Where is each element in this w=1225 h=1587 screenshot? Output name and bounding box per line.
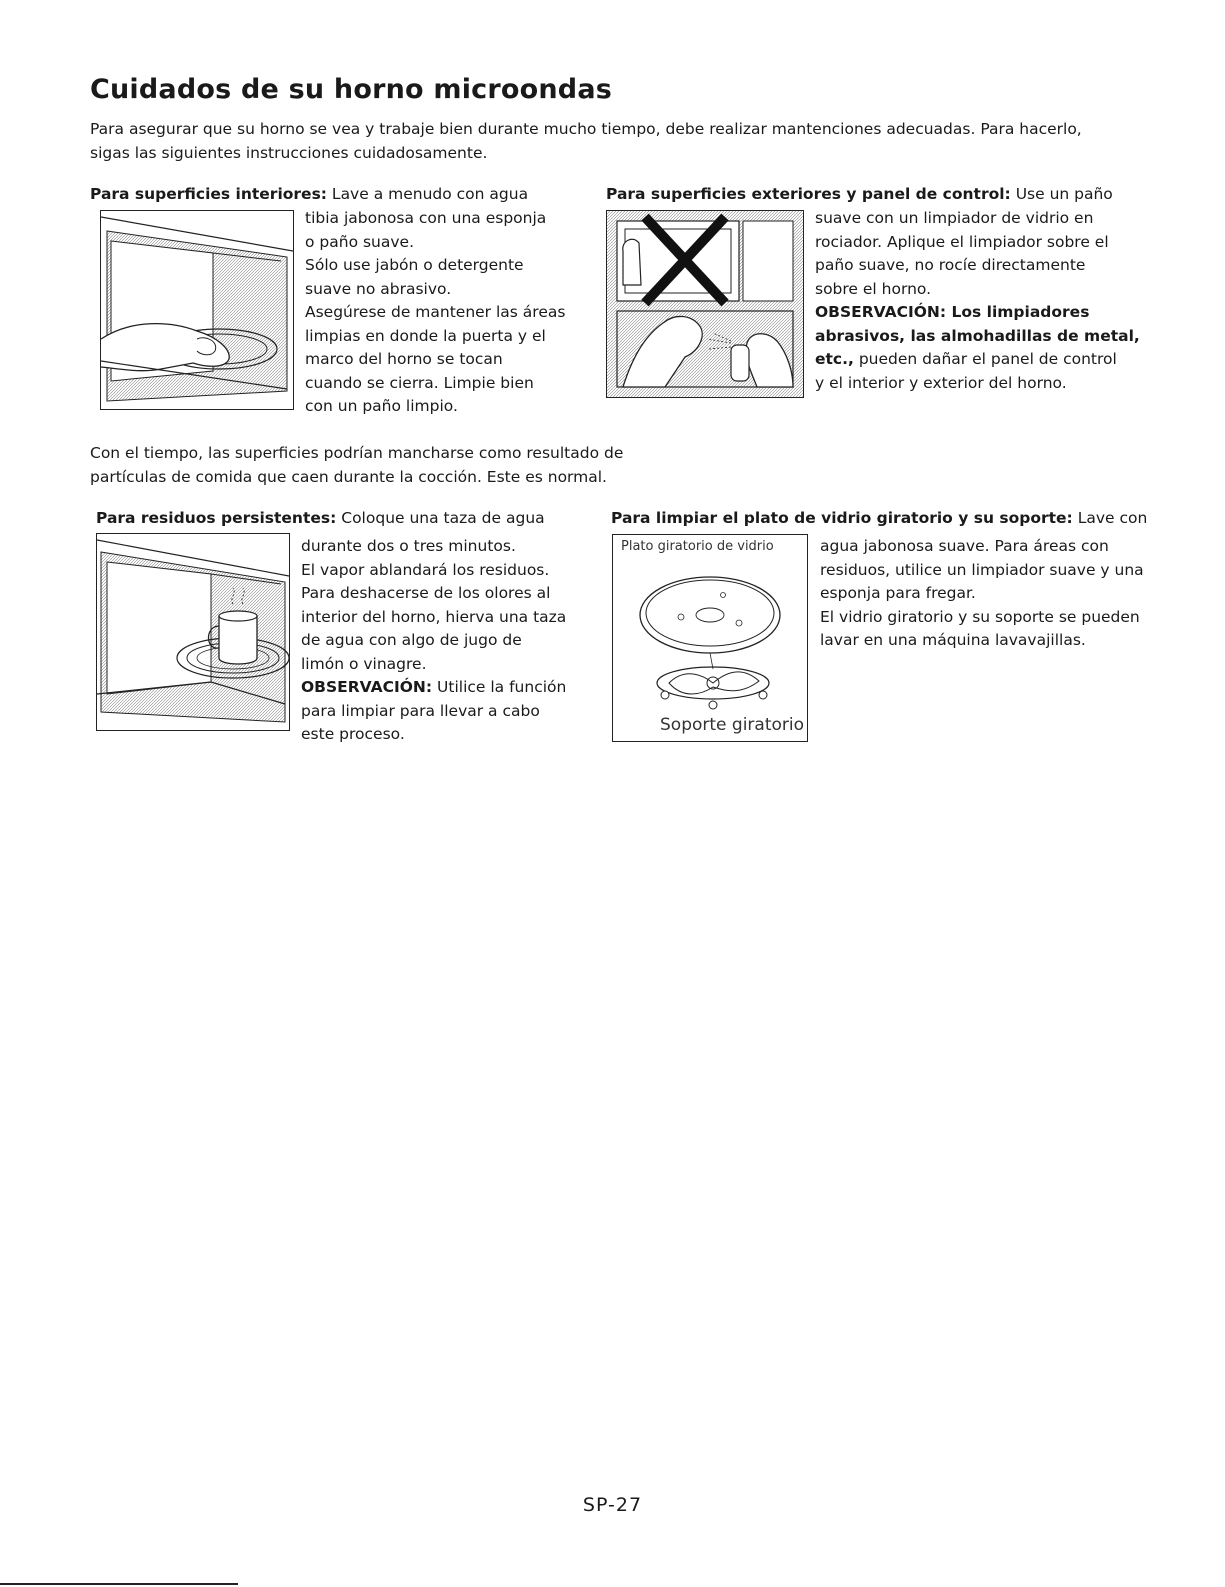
exterior-line: paño suave, no rocíe directamente [815, 256, 1086, 274]
interior-heading-line [90, 183, 528, 207]
residue-text [301, 535, 566, 747]
residue-heading-line [96, 507, 545, 531]
interior-text [305, 207, 565, 419]
exterior-note-etc: etc., [815, 350, 854, 368]
no-spray-icon [606, 210, 804, 398]
oven-wipe-illustration [101, 211, 293, 409]
exterior-note-line [815, 348, 1140, 372]
residue-note-line: este proceso. [301, 725, 405, 743]
exterior-line: y el interior y exterior del horno. [815, 373, 1067, 392]
turntable-icon [612, 534, 808, 742]
bottom-rule [0, 1583, 238, 1585]
residue-line: durante dos o tres minutos. [301, 537, 516, 555]
exterior-line: rociador. Aplique el limpiador sobre el [815, 232, 1109, 251]
interior-line: o paño suave. [305, 232, 415, 251]
page-title: Cuidados de su horno microondas [90, 74, 613, 105]
turntable-caption-top: Plato giratorio de vidrio [621, 539, 774, 554]
stain-note: Con el tiempo, las superficies podrían mancharse como resultado de partículas de comida que caen durante la cocción. Este es normal. [90, 444, 624, 486]
residue-lead: Coloque una taza de agua [336, 509, 545, 527]
turntable-line: lavar en una máquina lavavajillas. [820, 631, 1086, 649]
residue-line: Para deshacerse de los olores al [301, 584, 551, 602]
interior-line: tibia jabonosa con una esponja [305, 209, 547, 227]
exterior-lead: Use un paño [1010, 185, 1113, 203]
steam-cup-illustration [97, 534, 289, 730]
steam-cup-icon [96, 533, 290, 731]
exterior-note-bold: OBSERVACIÓN: Los limpiadores [815, 303, 1090, 321]
turntable-caption-bottom: Soporte giratorio [660, 715, 805, 735]
turntable-line: El vidrio giratorio y su soporte se pueden [820, 607, 1140, 626]
interior-line: con un paño limpio. [305, 397, 458, 415]
oven-wipe-icon [100, 210, 294, 410]
residue-heading: Para residuos persistentes: [96, 509, 337, 527]
residue-note-rest: Utilice la función [432, 678, 567, 696]
interior-line: limpias en donde la puerta y el [305, 326, 546, 345]
exterior-text [815, 207, 1140, 395]
turntable-heading: Para limpiar el plato de vidrio giratorio y su soporte: [611, 509, 1073, 527]
residue-line: limón o vinagre. [301, 654, 427, 673]
interior-line: suave no abrasivo. [305, 279, 452, 298]
turntable-line: esponja para fregar. [820, 584, 976, 602]
exterior-heading-line [606, 183, 1113, 207]
exterior-heading: Para superficies exteriores y panel de control: [606, 185, 1011, 203]
turntable-text [820, 535, 1144, 653]
interior-lead: Lave a menudo con agua [327, 185, 529, 203]
turntable-lead: Lave con [1072, 509, 1148, 527]
interior-line: marco del horno se tocan [305, 350, 503, 368]
no-spray-illustration [607, 211, 803, 397]
residue-note-line: para limpiar para llevar a cabo [301, 701, 540, 720]
turntable-heading-line [611, 507, 1147, 531]
interior-line: Sólo use jabón o detergente [305, 256, 524, 274]
residue-line: interior del horno, hierva una taza [301, 607, 567, 626]
turntable-line: residuos, utilice un limpiador suave y una [820, 560, 1144, 579]
turntable-illustration [613, 535, 807, 741]
residue-line: El vapor ablandará los residuos. [301, 560, 550, 579]
residue-note-label: OBSERVACIÓN: [301, 678, 433, 696]
turntable-line: agua jabonosa suave. Para áreas con [820, 537, 1109, 555]
exterior-line: suave con un limpiador de vidrio en [815, 209, 1094, 227]
interior-heading: Para superficies interiores: [90, 185, 327, 203]
exterior-note-rest: pueden dañar el panel de control [853, 350, 1117, 368]
exterior-line: sobre el horno. [815, 279, 932, 298]
residue-line: de agua con algo de jugo de [301, 631, 522, 649]
page-number: SP-27 [582, 1494, 643, 1516]
interior-line: cuando se cierra. Limpie bien [305, 373, 534, 392]
residue-note-line [301, 676, 566, 700]
interior-line: Asegúrese de mantener las áreas [305, 303, 566, 321]
exterior-note-bold: abrasivos, las almohadillas de metal, [815, 326, 1140, 345]
intro-paragraph: Para asegurar que su horno se vea y trabaje bien durante mucho tiempo, debe realizar mantenciones adecuadas. Para hacerlo, sigas las siguientes instrucciones cuidadosamente. [90, 120, 1082, 162]
